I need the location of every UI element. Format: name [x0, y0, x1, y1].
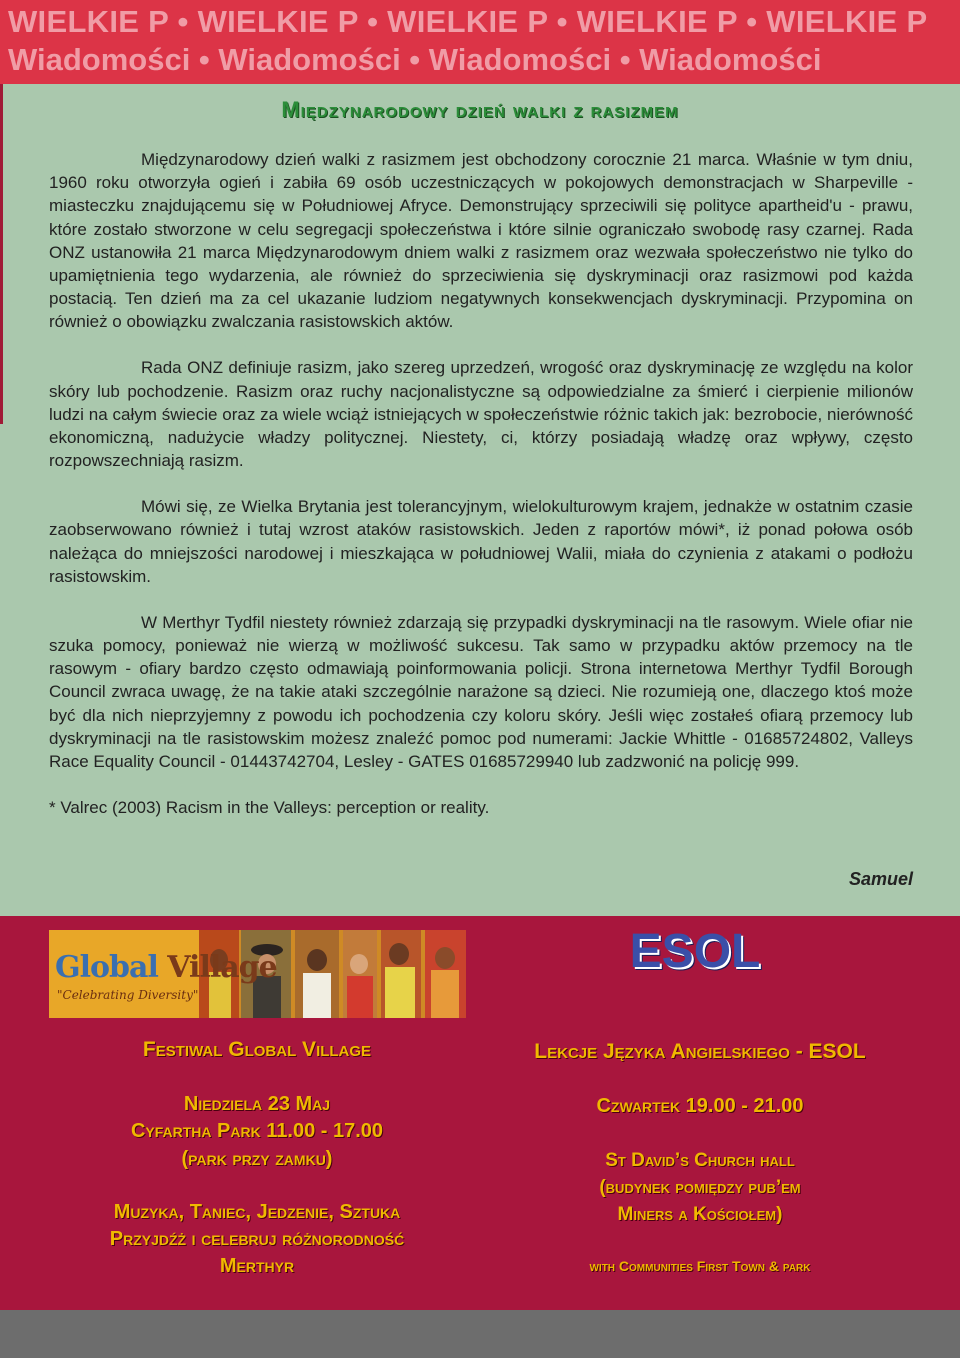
- banner-line-wiadomosci: Wiadomości • Wiadomości • Wiadomości • Wiadomości: [8, 42, 822, 77]
- global-village-logo: Global Village: [55, 950, 277, 985]
- esol-partner: with Communities First Town & park: [589, 1258, 811, 1274]
- footer-bar: [0, 1310, 960, 1358]
- festival-activities: Muzyka, Taniec, Jedzenie, Sztuka: [113, 1201, 401, 1223]
- esol-time: Czwartek 19.00 - 21.00: [596, 1095, 804, 1117]
- article-title: Międzynarodowy dzień walki z rasizmem: [281, 97, 679, 122]
- festival-heading: Festiwal Global Village: [142, 1038, 372, 1061]
- article-paragraph: W Merthyr Tydfil niestety również zdarzają się przypadki dyskryminacji na tle rasowym. Wiele ofiar nie szuka pomocy, ponieważ nie wierzą w możliwość sukcesu. Tak samo w przypadku aktów przemocy na tle rasowym - ofiary bardzo często odmawiają poinformowania policji. Strona internetowa Merthyr Tydfil Borough Council zwraca uwagę, że na takie ataki szczególnie narażone są dzieci. Nie rozumieją one, dlaczego ktoś może być dla nich nieprzyjemny z powodu ich pochodzenia czy koloru skóry. Jeśli więc zostałeś ofiarą przemocy lub dyskryminacji na tle rasistowskim możesz znaleźć pomoc pod numerami: Jackie Whittle - 01685724802, Valleys Race Equality Council - 01443742704, Lesley - GATES 01685729940 lub zadzwonić na policję 999.: [49, 612, 913, 772]
- global-village-banner-image: [49, 930, 466, 1018]
- article-body: [49, 148, 913, 819]
- esol-venue-note: (budynek pomiędzy pub’em: [599, 1177, 801, 1198]
- banner-line-wielkie-p: WIELKIE P • WIELKIE P • WIELKIE P • WIELKIE P • WIELKIE P: [8, 4, 928, 39]
- article-paragraph: Mówi się, ze Wielka Brytania jest tolerancyjnym, wielokulturowym krajem, jednakże w ostatnim czasie zaobserwowano również i tutaj wzrost ataków rasistowskich. Jeden z raportów mówi*, iż ponad połowa osób należąca do mniejszości narodowej i mieszkająca w południowej Walii, miała do czynienia z atakami o podłożu rasistowskim.: [49, 497, 913, 586]
- festival-place: Cyfartha Park 11.00 - 17.00: [130, 1120, 384, 1142]
- esol-venue-note: Miners a Kościołem): [617, 1204, 783, 1225]
- left-edge-bar: [0, 84, 3, 424]
- newsletter-banner: [0, 0, 960, 84]
- article-footnote: * Valrec (2003) Racism in the Valleys: perception or reality.: [49, 798, 490, 818]
- esol-title: ESOL: [629, 925, 761, 978]
- esol-heading: Lekcje Języka Angielskiego - ESOL: [534, 1040, 866, 1063]
- article-paragraph: Rada ONZ definiuje rasizm, jako szereg uprzedzeń, wrogość oraz dyskryminację ze względu na kolor skóry lub pochodzenie. Rasizm oraz ruchy nacjonalistyczne są odpowiedzialne za śmierć i cierpienie milionów ludzi na całym świecie oraz za wiele wciąż istniejących w społeczeństwie różnic takich jak: bezrobocie, nierówność ekonomiczną, nadużycie władzy politycznej. Niestety, ci, którzy posiadają władzę oraz wpływy, często rozpowszechniają rasizm.: [49, 358, 913, 471]
- festival-date: Niedziela 23 Maj: [183, 1093, 331, 1115]
- festival-town: Merthyr: [219, 1255, 295, 1277]
- global-village-tagline: "Celebrating Diversity": [57, 988, 199, 1002]
- esol-venue: St David’s Church hall: [605, 1150, 795, 1171]
- article-author: Samuel: [848, 869, 913, 889]
- article-paragraph: Międzynarodowy dzień walki z rasizmem jest obchodzony corocznie 21 marca. Właśnie w tym dniu, 1960 roku otworzyła ogień i zabiła 69 osób uczestniczących w pokojowych demonstracjach w Sharpeville - miasteczku znajdującemu się w Południowej Afryce. Demonstrujący sprzeciwili się polityce apartheid'u - prawu, które zostało stworzone w celu segregacji społeczeństwa i które silnie ograniczało swobodę rasy czarnej. Rada ONZ ustanowiła 21 marca Międzynarodowym dniem walki z rasizmem oraz wezwała społeczeństwo nie tylko do upamiętnienia tego wydarzenia, ale również do sprzeciwienia się dyskryminacji oraz rasizmowi pod każda postacią. Ten dzień ma za cel ukazanie ludziom negatywnych konsekwencjach dyskryminacji. Przypomina on również o obowiązku zwalczania rasistowskich aktów.: [49, 150, 913, 332]
- festival-place-note: (park przy zamku): [181, 1148, 333, 1170]
- festival-invite: Przyjdźż i celebruj różnorodność: [109, 1228, 405, 1250]
